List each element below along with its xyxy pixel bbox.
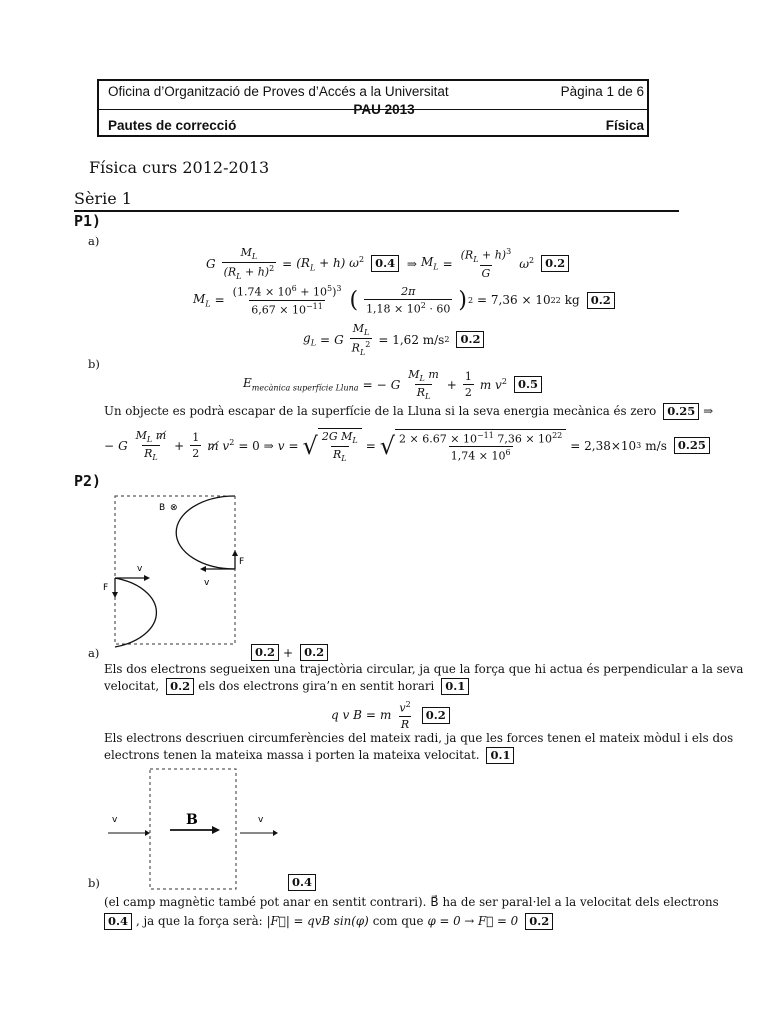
arrowhead-icon xyxy=(212,826,220,834)
p2-a-text4-line xyxy=(104,746,514,764)
p2-a-text4: electrons tenen la mateixa massa i porten la mateixa velocitat. xyxy=(104,748,480,762)
electron-path-upper xyxy=(176,496,235,569)
header-exam: PAU 2013 xyxy=(353,102,415,117)
p2-a-text2-score: 0.2 xyxy=(166,678,194,695)
p1-eq3: $g_L$ = G $\frac{M_L}{R_L^2}$ = 1,62 m/s 2 0.2 xyxy=(303,322,484,357)
v-label-left: v xyxy=(137,564,143,574)
p1-b-text-score: 0.25 xyxy=(663,403,699,420)
p2-a-score-2: 0.2 xyxy=(300,644,328,661)
p2-b-text2-score: 0.4 xyxy=(104,913,132,930)
p2-b-text2b: com que xyxy=(372,914,424,928)
p1-eq5-unit: m/s xyxy=(645,438,667,453)
arrowhead-icon xyxy=(145,830,150,836)
ve-label-right: v xyxy=(204,578,210,588)
header-page: Pàgina 1 de 6 xyxy=(560,84,644,99)
b-into-page-icon: ⊗ xyxy=(170,503,178,513)
p2-diagram-a xyxy=(100,492,260,652)
p1-eq4: $E_{mecànica superfície Lluna}$ = − G $\frac{M_L m}{R_L}$ + $\frac{1}{2}$ m $v^2$ 0.5 xyxy=(243,368,542,401)
arrowhead-icon xyxy=(273,830,278,836)
p1-eq3-score: 0.2 xyxy=(456,331,484,348)
p1-b-text: Un objecte es podrà escapar de la superfície de la Lluna si la seva energia mecànica és zero xyxy=(104,404,657,418)
p1-eq5: − G $\frac{M_L m̸}{R_L}$ + $\frac{1}{2}$ m̸ $v^2$ = 0 ⇒ v = √ $\frac{2G M_L}{R_L}$ = √ $\frac{2 \times 6.67 \times 10^{-11} 7,36 \times 10^{22}}{1,74 \times 10^6}$ = 2,38×10 3 m/s 0.25 xyxy=(104,428,710,463)
p2-b-text2-line: 0.4 , ja que la força serà: |F⃗| = qvB sin(φ) com que φ = 0 → F⃗ = 0 0.2 xyxy=(104,912,553,930)
p1-b-text-line: Un objecte es podrà escapar de la superfície de la Lluna si la seva energia mecànica és zero 0.25 ⇒ xyxy=(104,403,714,418)
serie-rule xyxy=(74,210,679,212)
f-label-left: F xyxy=(103,583,109,593)
p2-a-text2-pre: velocitat, xyxy=(104,679,160,693)
p2-a-text4-score: 0.1 xyxy=(486,747,514,764)
p2-a-text2-line xyxy=(104,677,469,695)
p1-eq5-score: 0.25 xyxy=(674,437,710,454)
p2-diagram-b xyxy=(100,766,300,892)
p1-b-label: b) xyxy=(88,357,100,371)
p2-eq-score: 0.2 xyxy=(422,707,450,724)
field-region-b xyxy=(150,769,236,889)
arrowhead-icon xyxy=(200,566,206,572)
p2-a-text2-post: els dos electrons gira’n en sentit horari xyxy=(198,679,435,693)
header-office: Oficina d’Organització de Proves d’Accés a la Universitat xyxy=(108,84,449,99)
p1-label: P1) xyxy=(74,212,102,230)
p1-eq3-result: = 1,62 m/s xyxy=(378,332,445,347)
b-field-big-label: B xyxy=(186,812,198,828)
p2-b-text2: , ja que la força serà: xyxy=(136,914,263,928)
p2-b-text1b: ha de ser paral·lel a la velocitat dels electrons xyxy=(442,895,719,909)
p1-eq1-score2: 0.2 xyxy=(541,255,569,272)
header-section: Pautes de correcció xyxy=(108,118,237,133)
p1-eq2-result: = 7,36 × 10 xyxy=(477,293,551,308)
p1-eq1-score: 0.4 xyxy=(371,255,399,272)
electron-path-lower xyxy=(115,578,156,647)
p2-a-text2-score2: 0.1 xyxy=(441,678,469,695)
p1-a-label: a) xyxy=(88,234,100,248)
p1-eq2-exp: 22 xyxy=(550,295,561,305)
p2-b-text1-line: (el camp magnètic també pot anar en sentit contrari). B⃗ ha de ser paral·lel a la velocitat dels electrons xyxy=(104,895,719,909)
p2-a-label: a) xyxy=(88,646,100,660)
p1-eq4-score: 0.5 xyxy=(514,376,542,393)
p1-eq2-score: 0.2 xyxy=(587,292,615,309)
p2-b-text1: (el camp magnètic també pot anar en sentit contrari). xyxy=(104,895,427,909)
p2-a-score-1: 0.2 xyxy=(251,644,279,661)
arrowhead-icon xyxy=(144,575,150,581)
p2-b-label: b) xyxy=(88,876,100,890)
p1-eq5-result: = 2,38×10 xyxy=(570,438,637,453)
p2-b-text2-score2: 0.2 xyxy=(525,913,553,930)
p1-eq1: G $\frac{M_L}{(R_L + h)^2}$ = $(R_L + h)$ $\omega^2$ 0.4 ⇒ $M_L$ = $\frac{(R_L + h)^3}{G}$ $\omega^2$ 0.2 xyxy=(206,246,569,281)
p2-a-text1: Els dos electrons segueixen una trajectòria circular, ja que la força que hi actua és perpendicular a la seva xyxy=(104,662,744,676)
p1-eq2-unit: kg xyxy=(564,293,580,308)
p2-a-text3: Els electrons descriuen circumferències del mateix radi, ja que les forces tenen el mateix mòdul i els dos xyxy=(104,731,734,745)
p2-eq: q v B = m $\frac{v^2}{R}$ 0.2 xyxy=(331,700,450,731)
p2-b-score: 0.4 xyxy=(288,874,316,891)
arrowhead-icon xyxy=(232,550,238,556)
ve-label-out: v xyxy=(258,815,264,825)
serie-title: Sèrie 1 xyxy=(74,189,132,208)
field-region xyxy=(115,496,235,644)
p2-a-scores: 0.2 + 0.2 xyxy=(248,644,328,661)
header-subject: Física xyxy=(605,118,644,133)
p2-label: P2) xyxy=(74,472,102,490)
p2-b-score-wrap xyxy=(285,874,316,891)
ve-label-in: v xyxy=(112,815,118,825)
f-label-right: F xyxy=(239,557,245,567)
p1-eq2: $M_L$ = $\frac{(1.74 \times 10^6 + 10^5)^3}{6,67 \times 10^{-11}}$ ( $\frac{2\pi}{1,18 \times 10^2 \cdot 60}$ ) 2 = 7,36 × 10 22 kg 0.2 xyxy=(193,284,615,316)
doc-title: Física curs 2012-2013 xyxy=(89,158,270,177)
arrowhead-icon xyxy=(112,592,118,598)
b-field-label: B xyxy=(159,503,166,513)
